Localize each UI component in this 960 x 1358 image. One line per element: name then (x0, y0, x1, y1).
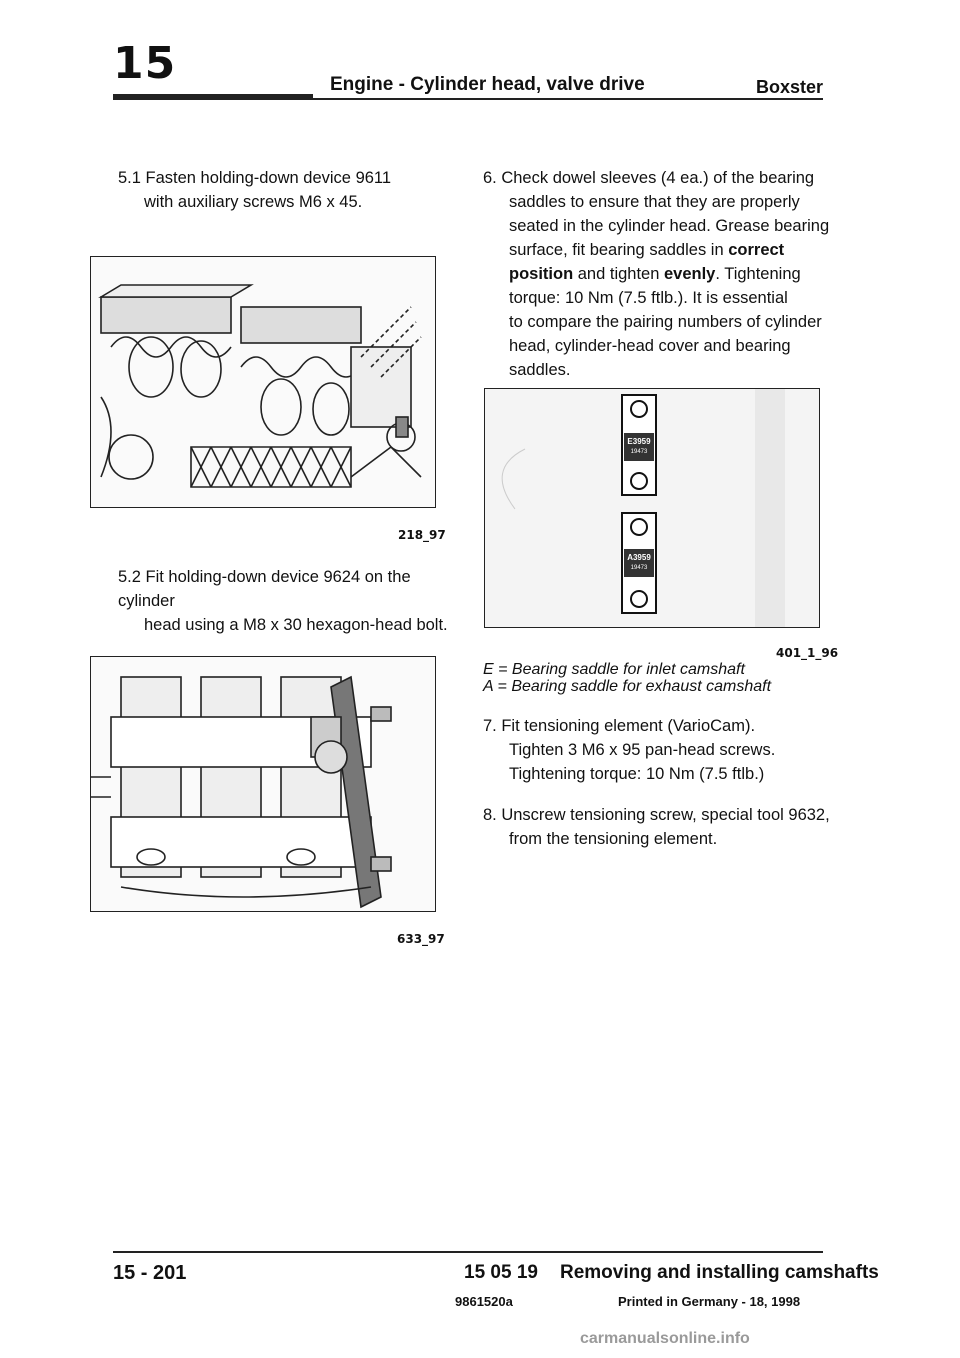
step-5-2-line2: head using a M8 x 30 hexagon-head bolt. (144, 616, 448, 634)
step-6-line5-text: and tighten (573, 265, 664, 283)
step-7-line1: 7. Fit tensioning element (VarioCam). (483, 717, 756, 735)
figure-holding-device-9624 (90, 656, 436, 912)
step-6-line7: to compare the pairing numbers of cylinder (509, 313, 822, 331)
saddle-a-code: A3959 (627, 553, 651, 562)
camshaft-drawing-1 (91, 257, 435, 507)
figure-bearing-saddles (484, 388, 820, 628)
caption-e: E = Bearing saddle for inlet camshaft (483, 661, 745, 678)
figure-camshaft-holding-device-9611 (90, 256, 436, 508)
step-5-1-line1: 5.1 Fasten holding-down device 9611 (118, 169, 392, 187)
step-7-line2: Tighten 3 M6 x 95 pan-head screws. (509, 741, 776, 759)
bearing-saddle-drawing (485, 389, 819, 627)
emphasis-correct: correct (728, 241, 785, 259)
chapter-number: 15 (113, 38, 177, 89)
camshaft-drawing-2 (91, 657, 435, 911)
emphasis-position: position (509, 265, 574, 283)
step-6-line3: seated in the cylinder head. Grease bearing (509, 217, 830, 235)
page-number: 15 - 201 (113, 1262, 187, 1284)
step-7 (483, 714, 833, 786)
watermark: carmanualsonline.info (580, 1330, 750, 1347)
step-6-line8: head, cylinder-head cover and bearing saddles. (509, 337, 791, 379)
step-8-line1: 8. Unscrew tensioning screw, special tool 9632, (483, 806, 830, 824)
step-6-line6: torque: 10 Nm (7.5 ftlb.). It is essential (509, 289, 788, 307)
caption-a: A = Bearing saddle for exhaust camshaft (483, 678, 772, 695)
header-model: Boxster (756, 77, 824, 97)
step-7-line3: Tightening torque: 10 Nm (7.5 ftlb.) (509, 765, 765, 783)
step-6-line2: saddles to ensure that they are properly (509, 193, 800, 211)
step-5-2-line1: 5.2 Fit holding-down device 9624 on the cylinder (118, 568, 411, 610)
step-6-line4-text: surface, fit bearing saddles in (509, 241, 729, 259)
section-code: 15 05 19 (464, 1262, 538, 1283)
step-6-line5-end: . Tightening (715, 265, 801, 283)
section-title: Removing and installing camshafts (560, 1262, 879, 1283)
printed-info: Printed in Germany - 18, 1998 (618, 1294, 801, 1309)
saddle-e-code: E3959 (627, 437, 651, 446)
saddle-a-number: 19473 (630, 565, 648, 571)
step-6-line4 (483, 238, 833, 262)
figure-3-label: 401_1_96 (776, 646, 839, 660)
saddle-e-number: 19473 (630, 449, 648, 455)
step-6-line5 (483, 262, 833, 286)
figure-1-label: 218_97 (398, 528, 446, 542)
footer-rule (113, 1251, 823, 1253)
step-8 (483, 803, 833, 851)
header-rule (113, 98, 823, 100)
header-title: Engine - Cylinder head, valve drive (330, 74, 645, 95)
figure-2-label: 633_97 (397, 932, 445, 946)
step-8-line2: from the tensioning element. (509, 830, 718, 848)
step-6 (483, 166, 833, 382)
step-5-1 (118, 166, 448, 214)
emphasis-evenly: evenly (663, 265, 716, 283)
step-5-2 (118, 565, 458, 637)
step-6-line1: 6. Check dowel sleeves (4 ea.) of the bearing (483, 169, 815, 187)
part-number: 9861520a (455, 1294, 513, 1309)
step-5-1-line2: with auxiliary screws M6 x 45. (144, 193, 363, 211)
